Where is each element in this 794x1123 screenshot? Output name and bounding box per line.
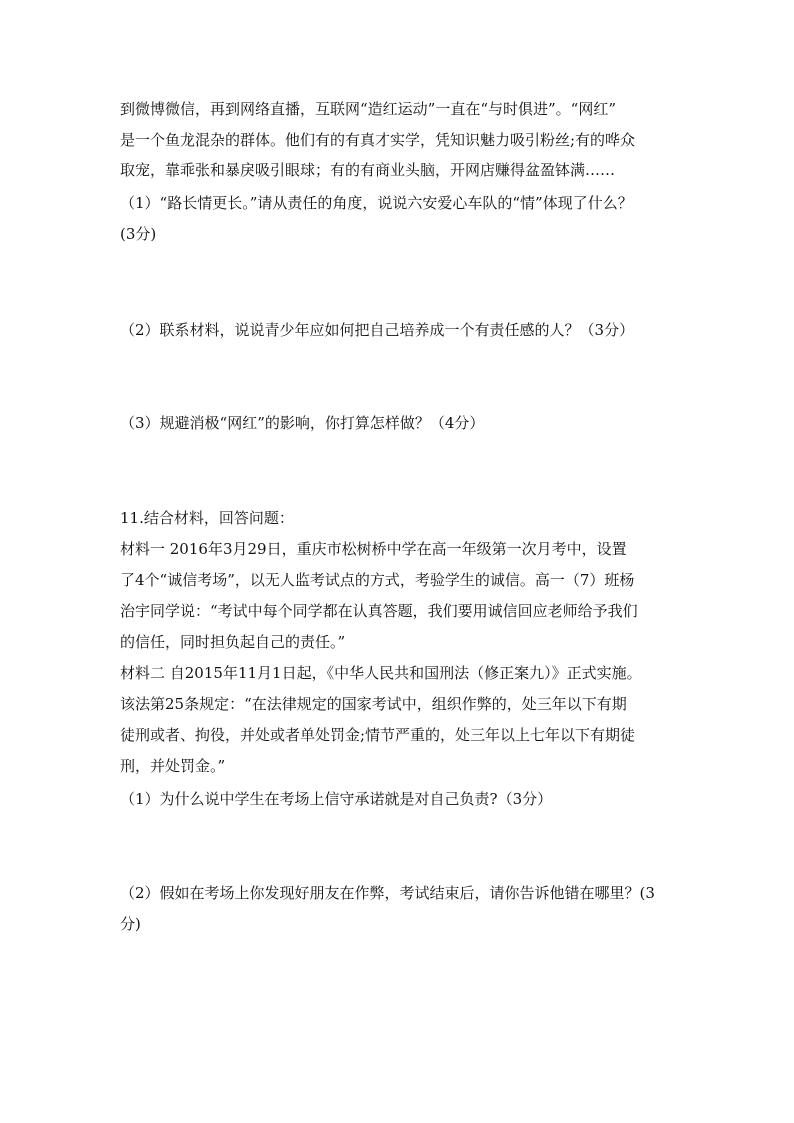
paragraph-line: 取宠，靠乖张和暴戾吸引眼球；有的有商业头脑，开网店赚得盆盈钵满…… [120,161,616,179]
paragraph-line: 到微博微信，再到网络直播，互联网“造红运动”一直在“与时俱进”。“网红” [120,100,617,118]
question-line: （3）规避消极“网红”的影响，你打算怎样做？（4分） [120,414,485,432]
paragraph-line: 材料二 自2015年11月1日起，《中华人民共和国刑法（修正案九）》正式实施。 [120,664,642,682]
question-line: 分) [120,915,141,933]
paragraph-line: 治宇同学说：“考试中每个同学都在认真答题，我们要用诚信回应老师给予我们 [120,602,638,620]
paragraph-line: 的信任，同时担负起自己的责任。” [120,633,346,651]
paragraph-line: 是一个鱼龙混杂的群体。他们有的有真才实学，凭知识魅力吸引粉丝;有的哗众 [120,131,636,149]
paragraph-line: 徒刑或者、拘役，并处或者单处罚金;情节严重的，处三年以上七年以下有期徒 [120,726,636,744]
question-line: （1）为什么说中学生在考场上信守承诺就是对自己负责?（3分） [120,790,553,808]
paragraph-line: 该法第25条规定：“在法律规定的国家考试中，组织作弊的，处三年以下有期 [120,695,627,713]
question-line: （1）“路长情更长。”请从责任的角度，说说六安爱心车队的“情”体现了什么？ [120,194,633,212]
question-line: (3分) [120,225,157,243]
section-heading: 11.结合材料，回答问题： [120,509,294,527]
paragraph-line: 刑，并处罚金。” [120,757,226,775]
question-line: （2）假如在考场上你发现好朋友在作弊，考试结束后，请你告诉他错在哪里？(3 [120,884,655,902]
paragraph-line: 材料一 2016年3月29日，重庆市松树桥中学在高一年级第一次月考中，设置 [120,540,627,558]
paragraph-line: 了4个“诚信考场”，以无人监考试点的方式，考验学生的诚信。高一（7）班杨 [120,571,635,589]
question-line: （2）联系材料，说说青少年应如何把自己培养成一个有责任感的人？（3分） [120,321,635,339]
